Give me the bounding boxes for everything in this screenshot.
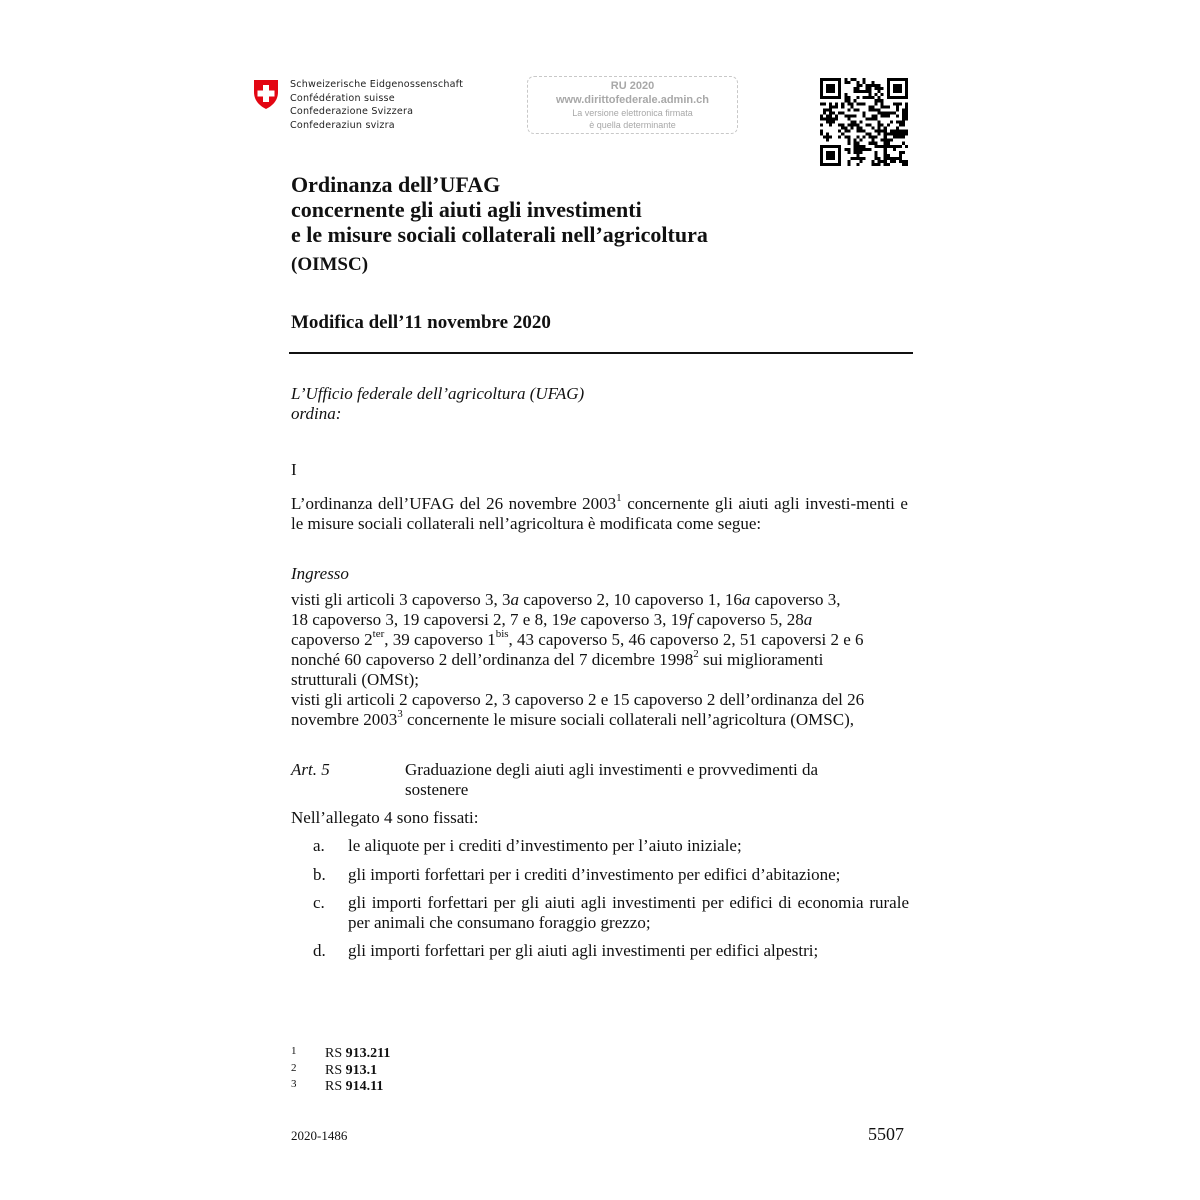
footnote-prefix: RS bbox=[325, 1079, 343, 1094]
article-intro: Nell’allegato 4 sono fissati: bbox=[291, 808, 479, 827]
issuer-line-1: L’Ufficio federale dell’agricoltura (UFAG) bbox=[291, 384, 585, 403]
ingresso-text bbox=[291, 590, 913, 730]
intro-text-2: concernente gli aiuti agli investi-menti e le misure sociali collaterali nell’agricoltura è modificata come segue: bbox=[291, 494, 908, 533]
article-number: Art. 5 bbox=[291, 760, 330, 779]
ingresso-heading: Ingresso bbox=[291, 564, 349, 583]
list-item-letter: d. bbox=[313, 941, 326, 960]
ru-website[interactable]: www.dirittofederale.admin.ch bbox=[555, 94, 709, 106]
list-item-text: gli importi forfettari per i crediti d’investimento per edifici d’abitazione; bbox=[348, 865, 841, 884]
footnote-ref-1[interactable]: 1 bbox=[616, 492, 622, 505]
footnote-prefix: RS bbox=[325, 1062, 343, 1078]
ingresso-line: 18 capoverso 3, 19 capoversi 2, 7 e 8, 19e capoverso 3, 19f capoverso 5, 28a bbox=[291, 610, 813, 629]
ru-note-line2: è quella determinante bbox=[589, 120, 676, 130]
article-title-line-1: Graduazione degli aiuti agli investimenti e provvedimenti da bbox=[405, 760, 819, 779]
qr-code-icon bbox=[820, 78, 908, 166]
footnote-number: 3 bbox=[291, 1078, 297, 1090]
footnote-number: 2 bbox=[291, 1061, 297, 1074]
title-abbreviation: (OIMSC) bbox=[291, 254, 369, 275]
ingresso-line: nonché 60 capoverso 2 dell’ordinanza del 7 dicembre 1998$^2$ sui miglioramenti bbox=[291, 648, 824, 669]
ru-note-line1: La versione elettronica firmata bbox=[572, 108, 693, 118]
ingresso-line: visti gli articoli 2 capoverso 2, 3 capoverso 2 e 15 capoverso 2 dell’ordinanza del 26 bbox=[291, 690, 865, 709]
intro-paragraph bbox=[291, 494, 908, 534]
ingresso-line: capoverso $2^{ter}$, 39 capoverso $1^{bis}$, 43 capoverso 5, 46 capoverso 2, 51 capoversi 2 e 6 bbox=[291, 628, 864, 649]
title-divider bbox=[289, 352, 913, 354]
ingresso-line: strutturali (OMSt); bbox=[291, 670, 419, 689]
confederation-name-de: Schweizerische Eidgenossenschaft bbox=[290, 79, 464, 90]
confederation-name-it: Confederazione Svizzera bbox=[290, 106, 414, 118]
list-item-text: gli importi forfettari per gli aiuti agli investimenti per edifici di economia rurale per animali che consumano foraggio grezzo; bbox=[348, 893, 909, 932]
document-number: 2020-1486 bbox=[291, 1128, 348, 1143]
intro-text-1: L’ordinanza dell’UFAG del 26 novembre 2003 bbox=[291, 494, 617, 513]
ingresso-line: visti gli articoli 3 capoverso 3, 3a capoverso 2, 10 capoverso 1, 16a capoverso 3, bbox=[291, 590, 841, 609]
title-line-2: concernente gli aiuti agli investimenti bbox=[291, 197, 642, 222]
footnote-prefix: RS bbox=[325, 1046, 343, 1061]
footnote-reference[interactable]: 914.11 bbox=[345, 1079, 384, 1094]
list-item-letter: b. bbox=[313, 865, 326, 884]
page-number: 5507 bbox=[868, 1124, 904, 1144]
list-item-letter: c. bbox=[313, 893, 325, 912]
article-title bbox=[405, 760, 875, 800]
page-title bbox=[291, 172, 708, 247]
swiss-cross-icon bbox=[252, 78, 280, 110]
modification-date: Modifica dell’11 novembre 2020 bbox=[291, 312, 551, 333]
footnote-reference[interactable]: 913.1 bbox=[345, 1062, 378, 1078]
list-item-text: gli importi forfettari per gli aiuti agli investimenti per edifici alpestri; bbox=[348, 941, 819, 960]
issuing-authority bbox=[291, 384, 584, 424]
confederation-names bbox=[290, 78, 463, 132]
footnote-reference[interactable]: 913.211 bbox=[345, 1046, 391, 1061]
footnote-number: 1 bbox=[291, 1045, 297, 1057]
list-item-letter: a. bbox=[313, 836, 325, 855]
title-line-3: e le misure sociali collaterali nell’agricoltura bbox=[291, 222, 708, 247]
confederation-name-rm: Confederaziun svizra bbox=[290, 119, 395, 131]
list-item-text: le aliquote per i crediti d’investimento per l’aiuto iniziale; bbox=[348, 836, 742, 855]
confederation-name-fr: Confédération suisse bbox=[290, 92, 395, 104]
section-number: I bbox=[291, 460, 297, 479]
ingresso-line: novembre 2003$^3$ concernente le misure sociali collaterali nell’agricoltura (OMSC), bbox=[291, 708, 855, 729]
title-line-1: Ordinanza dell’UFAG bbox=[291, 172, 501, 197]
ru-year: RU 2020 bbox=[610, 80, 655, 92]
official-publication-stamp bbox=[527, 76, 738, 134]
issuer-line-2: ordina: bbox=[291, 404, 342, 423]
article-title-line-2: sostenere bbox=[405, 780, 469, 799]
